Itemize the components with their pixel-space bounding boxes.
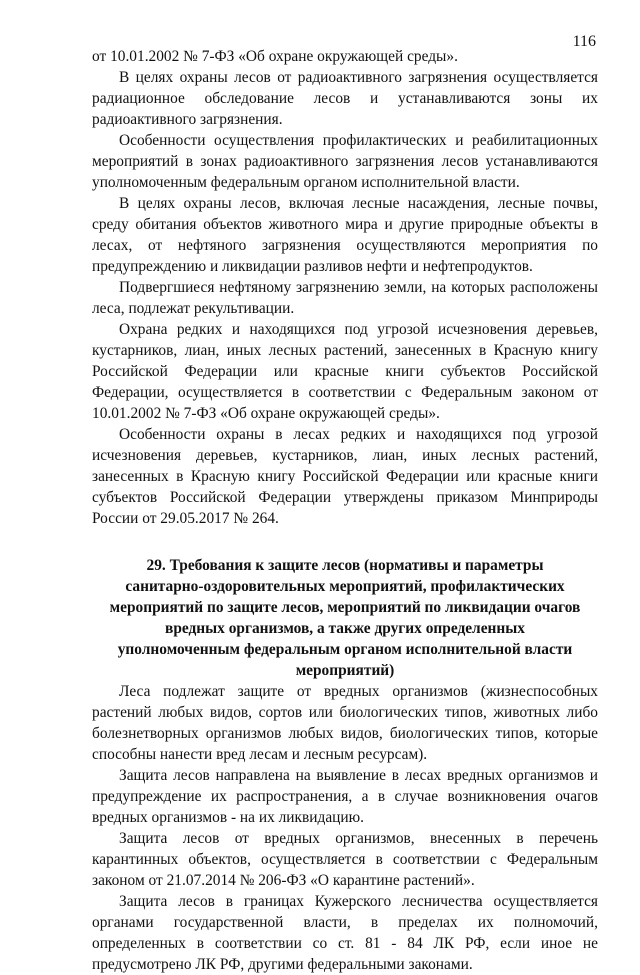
paragraph: Подвергшиеся нефтяному загрязнению земли, на которых расположены леса, подлежат рекультивации.	[92, 279, 598, 317]
paragraph: Охрана редких и находящихся под угрозой исчезновения деревьев, кустарников, лиан, иных лесных растений, занесенных в Красную книгу Российской Федерации или красные книги субъектов Российской Федерации, осуществляется в соответствии с Федеральным законом от 10.01.2002 № 7-ФЗ «Об охране окружающей среды».	[92, 321, 598, 422]
paragraph-continuation: от 10.01.2002 № 7-ФЗ «Об охране окружающей среды».	[92, 48, 458, 65]
paragraph: Защита лесов направлена на выявление в лесах вредных организмов и предупреждение их распространения, а в случае возникновения очагов вредных организмов - на их ликвидацию.	[92, 767, 598, 826]
paragraph: Защита лесов в границах Кужерского лесничества осуществляется органами государственной власти, в пределах их полномочий, определенных в соответствии со ст. 81 - 84 ЛК РФ, если иное не предусмотрено ЛК РФ, другими федеральными законами.	[92, 893, 598, 973]
paragraph: В целях охраны лесов, включая лесные насаждения, лесные почвы, среду обитания объектов животного мира и другие природные объекты в лесах, от нефтяного загрязнения осуществляются мероприятия по предупреждению и ликвидации разливов нефти и нефтепродуктов.	[92, 195, 598, 275]
paragraph: Особенности осуществления профилактических и реабилитационных мероприятий в зонах радиоактивного загрязнения лесов устанавливаются уполномоченным федеральным органом исполнительной власти.	[92, 132, 598, 191]
document-body	[92, 46, 598, 975]
paragraph: Особенности охраны в лесах редких и находящихся под угрозой исчезновения деревьев, кустарников, лиан, иных лесных растений, занесенных в Красную книгу Российской Федерации или красные книги субъектов Российской Федерации утверждены приказом Минприроды России от 29.05.2017 № 264.	[92, 426, 598, 527]
page-number: 116	[572, 33, 596, 50]
paragraph: В целях охраны лесов от радиоактивного загрязнения осуществляется радиационное обследование лесов и устанавливаются зоны их радиоактивного загрязнения.	[92, 69, 598, 128]
section-heading: 29. Требования к защите лесов (нормативы и параметры санитарно-оздоровительных мероприятий, профилактических мероприятий по защите лесов, мероприятий по ликвидации очагов вредных организмов, а также других определенных уполномоченным федеральным органом исполнительной власти мероприятий)	[109, 557, 581, 679]
paragraph: Защита лесов от вредных организмов, внесенных в перечень карантинных объектов, осуществляется в соответствии с Федеральным законом от 21.07.2014 № 206-ФЗ «О карантине растений».	[92, 830, 598, 889]
paragraph: Леса подлежат защите от вредных организмов (жизнеспособных растений любых видов, сортов или биологических типов, животных либо болезнетворных организмов любых видов, биологических типов, которые способны нанести вред лесам и лесным ресурсам).	[92, 683, 598, 763]
